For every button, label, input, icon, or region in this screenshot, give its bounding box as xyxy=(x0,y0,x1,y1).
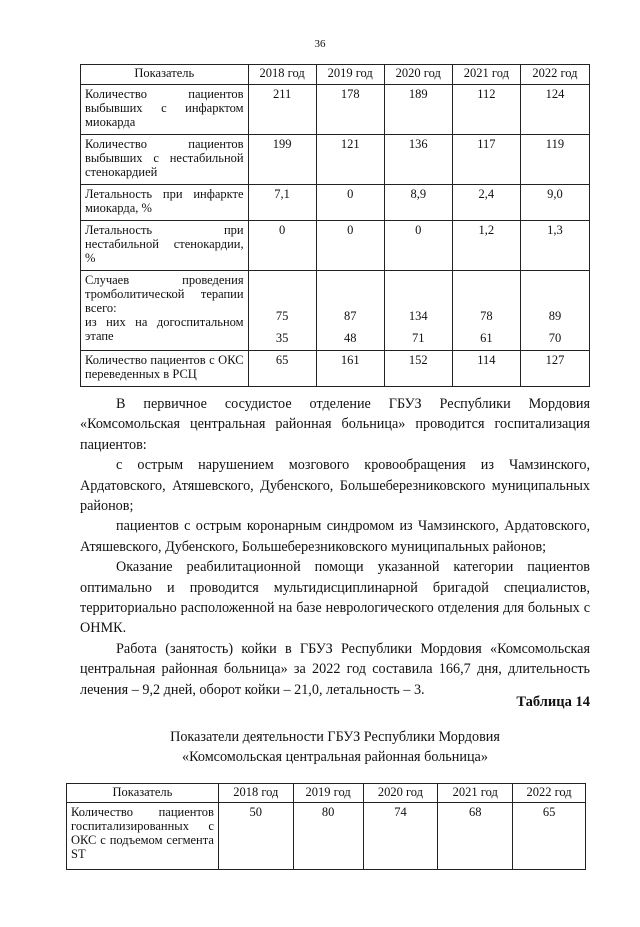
paragraph: с острым нарушением мозгового кровообращения из Чамзинского, Ардатовского, Атяшевского, Дубенского, Большеберезниковского муниципальных районов; xyxy=(80,457,590,515)
cell-value: 50 xyxy=(218,803,293,870)
value-total: 75 xyxy=(275,309,289,323)
row-label: Количество пациентов госпитализированных с ОКС с подъемом сегмента ST xyxy=(67,803,219,870)
activity-table xyxy=(66,783,586,870)
cell-value: 9,0 xyxy=(520,185,589,221)
cell-value xyxy=(520,271,589,351)
column-header: 2019 год xyxy=(316,65,384,85)
cell-value: 127 xyxy=(520,351,589,387)
cell-value xyxy=(384,271,452,351)
cell-value: 112 xyxy=(452,85,520,135)
row-label: Количество пациентов с ОКС переведенных в РСЦ xyxy=(81,351,249,387)
cell-value: 74 xyxy=(363,803,438,870)
column-header: 2021 год xyxy=(438,784,513,803)
cell-value: 7,1 xyxy=(248,185,316,221)
table-header-row xyxy=(81,65,590,85)
table-title xyxy=(80,727,590,767)
body-text xyxy=(80,394,590,700)
table-title-line: Показатели деятельности ГБУЗ Республики Мордовия xyxy=(170,729,500,745)
row-label: Количество пациентов выбывших с инфарктом миокарда xyxy=(81,85,249,135)
column-header: Показатель xyxy=(67,784,219,803)
cell-value: 114 xyxy=(452,351,520,387)
thrombolysis-total-label: Случаев проведения тромболитической терапии всего: xyxy=(85,273,244,315)
row-label: Летальность при инфаркте миокарда, % xyxy=(81,185,249,221)
column-header: 2020 год xyxy=(363,784,438,803)
cell-value: 0 xyxy=(316,221,384,271)
cell-value: 1,3 xyxy=(520,221,589,271)
cell-value: 65 xyxy=(248,351,316,387)
table-header-row xyxy=(67,784,586,803)
table-row xyxy=(67,803,586,870)
cell-value: 121 xyxy=(316,135,384,185)
cell-value: 178 xyxy=(316,85,384,135)
table-row xyxy=(81,135,590,185)
cell-value: 199 xyxy=(248,135,316,185)
table-row xyxy=(81,185,590,221)
value-total: 89 xyxy=(548,309,562,323)
page-number: 36 xyxy=(314,38,326,50)
row-label-thrombolysis xyxy=(81,271,249,351)
cell-value xyxy=(452,271,520,351)
value-prehospital: 61 xyxy=(480,331,493,345)
cell-value xyxy=(316,271,384,351)
column-header: 2021 год xyxy=(452,65,520,85)
cell-value: 124 xyxy=(520,85,589,135)
paragraph: Работа (занятость) койки в ГБУЗ Республики Мордовия «Комсомольская центральная районная больница» за 2022 год составила 166,7 дня, длительность лечения – 9,2 дней, оборот койки – 21,0, летальность – 3. xyxy=(80,640,590,698)
column-header: 2018 год xyxy=(218,784,293,803)
table-caption: Таблица 14 xyxy=(516,694,590,710)
indicators-table xyxy=(80,64,590,387)
column-header: 2018 год xyxy=(248,65,316,85)
table-row xyxy=(81,221,590,271)
value-total: 87 xyxy=(343,309,357,323)
cell-value: 0 xyxy=(248,221,316,271)
cell-value: 80 xyxy=(293,803,363,870)
column-header: 2022 год xyxy=(520,65,589,85)
cell-value: 2,4 xyxy=(452,185,520,221)
column-header: Показатель xyxy=(81,65,249,85)
cell-value: 211 xyxy=(248,85,316,135)
row-label: Летальность при нестабильной стенокардии, % xyxy=(81,221,249,271)
row-label: Количество пациентов выбывших с нестабильной стенокардией xyxy=(81,135,249,185)
thrombolysis-prehospital-label: из них на догоспитальном этапе xyxy=(85,315,244,343)
column-header: 2019 год xyxy=(293,784,363,803)
value-prehospital: 48 xyxy=(343,331,357,345)
cell-value: 0 xyxy=(384,221,452,271)
column-header: 2022 год xyxy=(513,784,586,803)
value-prehospital: 35 xyxy=(275,331,289,345)
table-title-line: «Комсомольская центральная районная больница» xyxy=(182,749,488,765)
paragraph: Оказание реабилитационной помощи указанной категории пациентов оптимально и проводится мультидисциплинарной бригадой специалистов, территориально расположенной на базе неврологического отделения для больных с ОНМК. xyxy=(80,559,590,637)
column-header: 2020 год xyxy=(384,65,452,85)
cell-value: 65 xyxy=(513,803,586,870)
cell-value: 189 xyxy=(384,85,452,135)
cell-value: 161 xyxy=(316,351,384,387)
cell-value xyxy=(248,271,316,351)
cell-value: 0 xyxy=(316,185,384,221)
cell-value: 152 xyxy=(384,351,452,387)
table-row xyxy=(81,271,590,351)
cell-value: 117 xyxy=(452,135,520,185)
value-prehospital: 71 xyxy=(412,331,425,345)
cell-value: 68 xyxy=(438,803,513,870)
table-row xyxy=(81,85,590,135)
cell-value: 119 xyxy=(520,135,589,185)
value-prehospital: 70 xyxy=(548,331,562,345)
value-total: 78 xyxy=(480,309,493,323)
paragraph: В первичное сосудистое отделение ГБУЗ Республики Мордовия «Комсомольская центральная районная больница» проводится госпитализация пациентов: xyxy=(80,396,590,453)
cell-value: 1,2 xyxy=(452,221,520,271)
table-row xyxy=(81,351,590,387)
cell-value: 8,9 xyxy=(384,185,452,221)
paragraph: пациентов с острым коронарным синдромом из Чамзинского, Ардатовского, Атяшевского, Дубенского, Большеберезниковского муниципальных районов; xyxy=(80,518,590,555)
value-total: 134 xyxy=(408,309,428,323)
cell-value: 136 xyxy=(384,135,452,185)
